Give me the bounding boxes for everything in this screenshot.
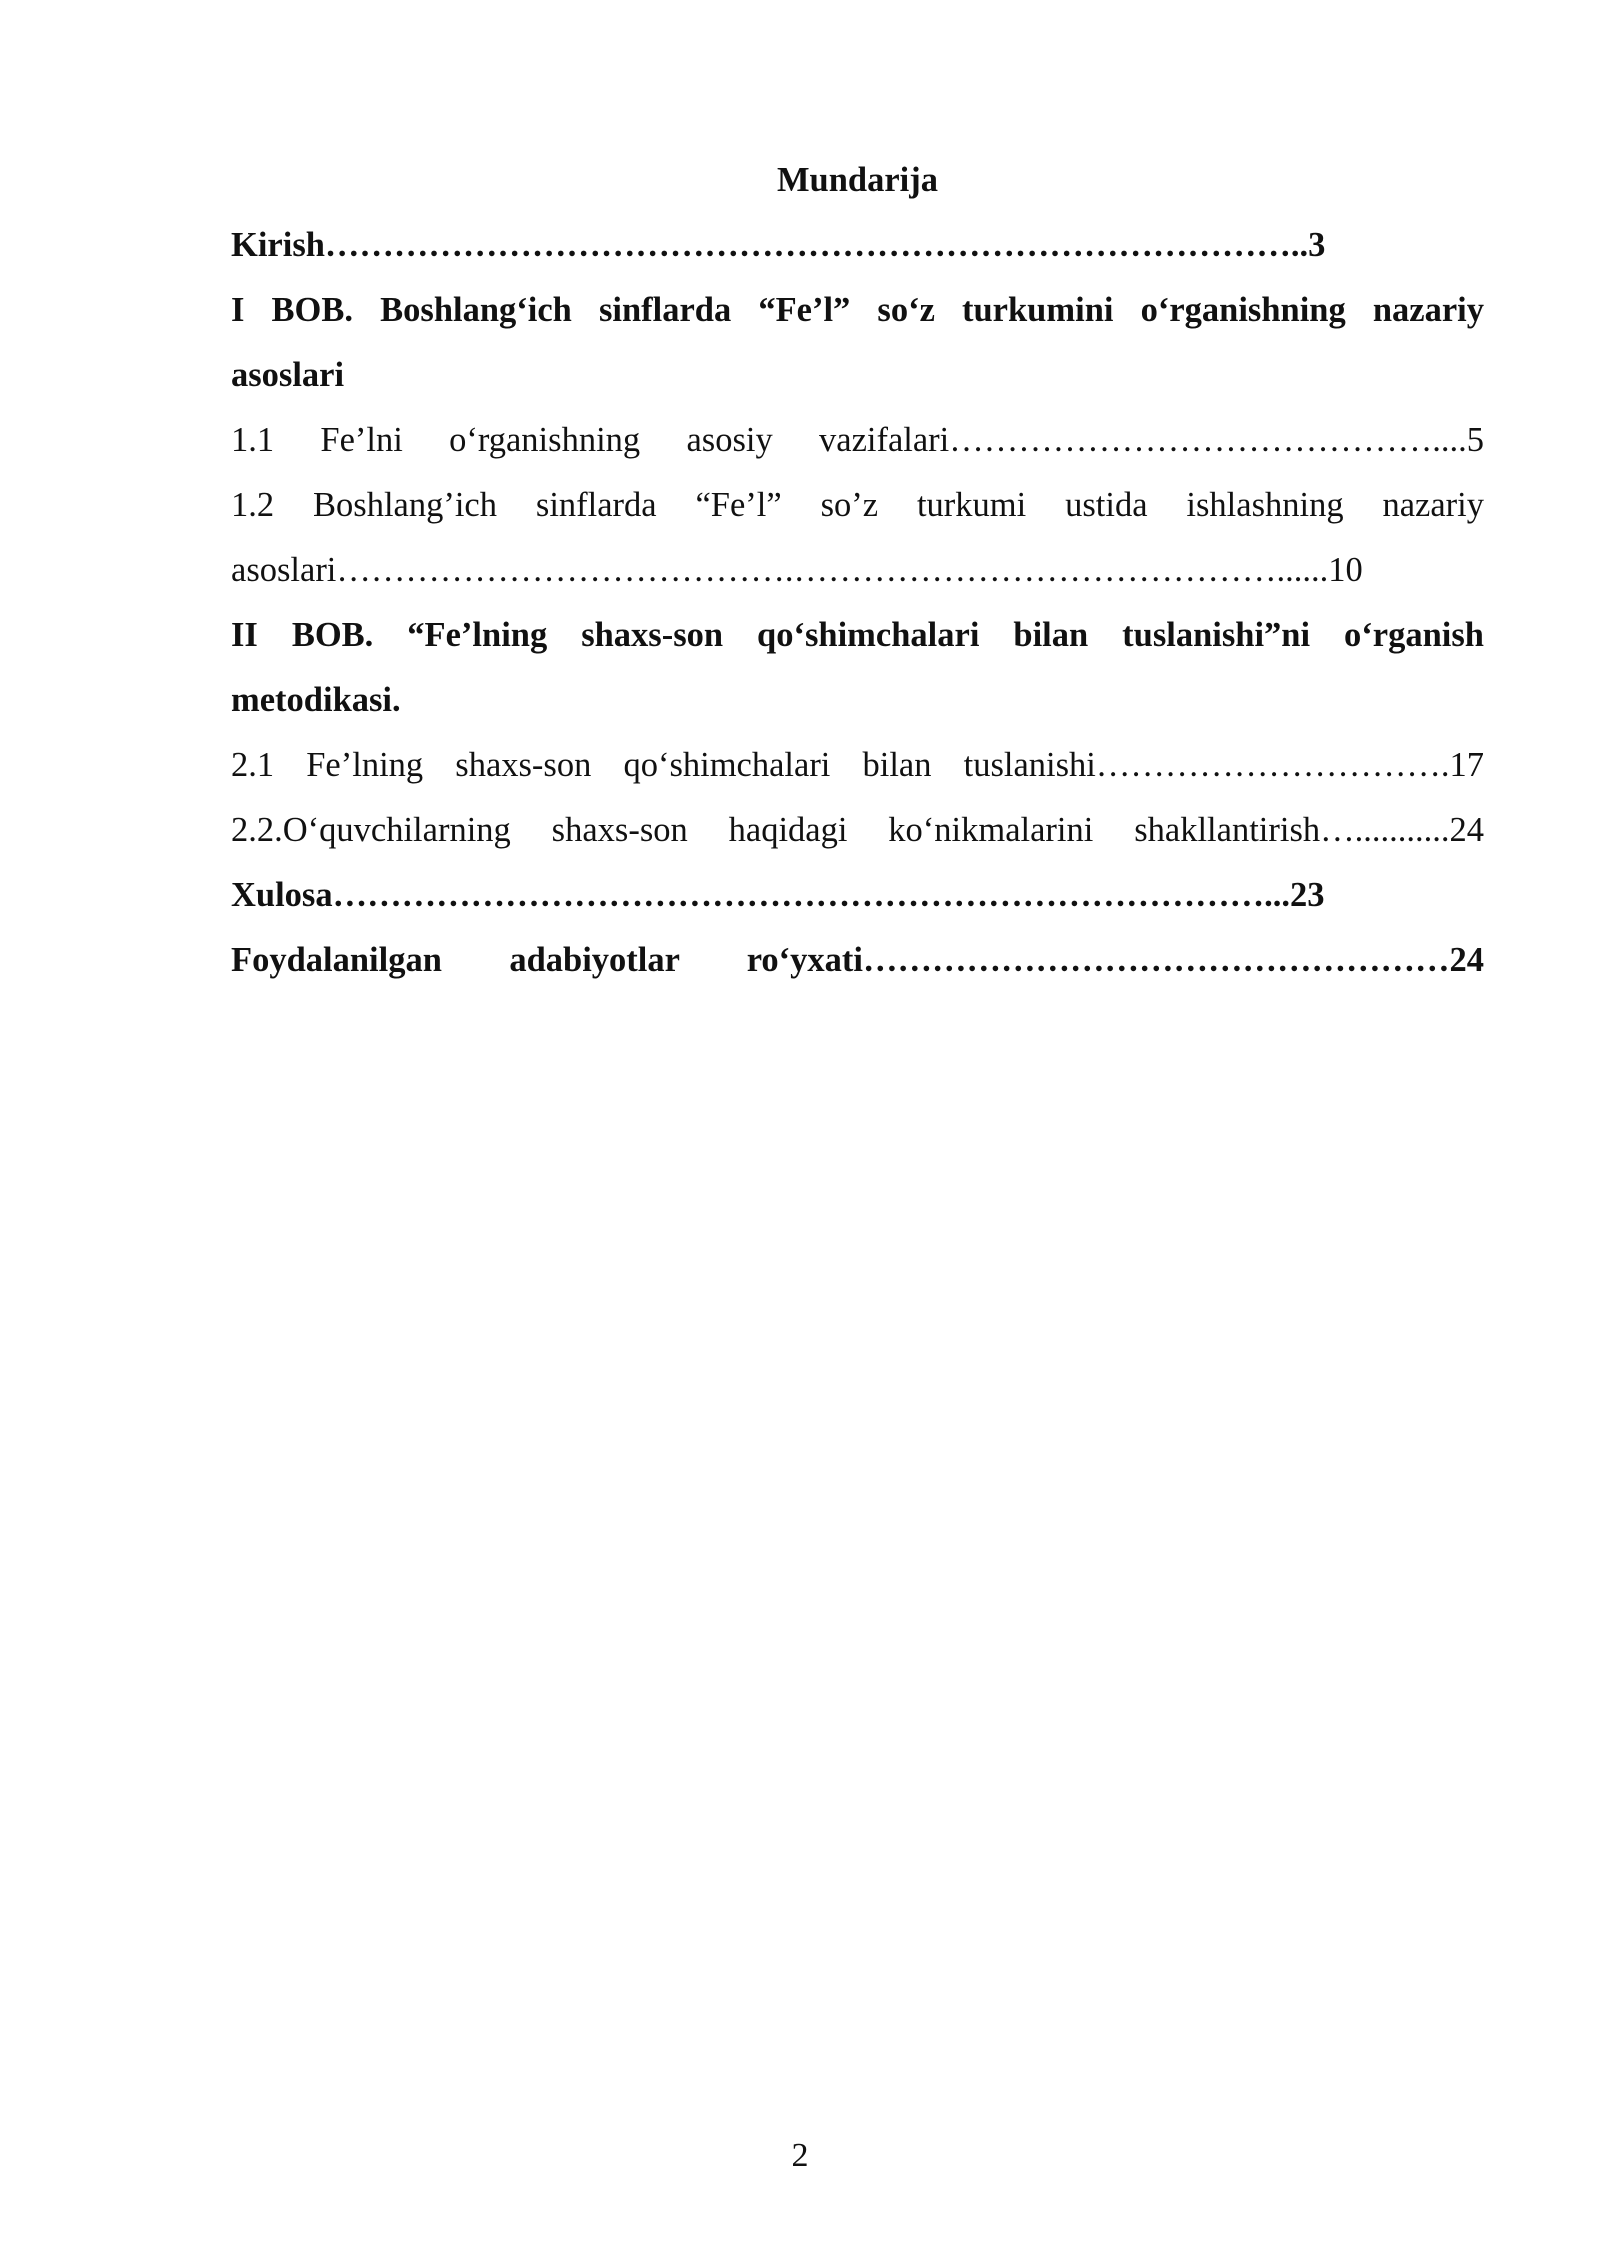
toc-line: 1.1 Fe’lni o‘rganishning asosiy vazifalari……………………………………....5 xyxy=(231,421,1484,459)
toc-line: asoslari………………………………….……………………………………......10 xyxy=(231,551,1363,589)
toc-entries xyxy=(231,213,1484,993)
toc-title: Mundarija xyxy=(776,161,938,199)
toc-line: I BOB. Boshlang‘ich sinflarda “Fe’l” so‘z turkumini o‘rganishning nazariy xyxy=(231,291,1484,329)
toc-line: 2.1 Fe’lning shaxs-son qo‘shimchalari bilan tuslanishi………………………….17 xyxy=(231,746,1484,784)
table-of-contents xyxy=(231,148,1484,993)
toc-line: II BOB. “Fe’lning shaxs-son qo‘shimchalari bilan tuslanishi”ni o‘rganish xyxy=(231,616,1484,654)
toc-line: asoslari xyxy=(231,356,345,394)
toc-line: metodikasi. xyxy=(231,681,401,719)
page-number: 2 xyxy=(791,2137,809,2174)
toc-line: Kirish…………………………………………………………………………..3 xyxy=(231,226,1326,264)
toc-line: Xulosa………………………………………………………………………...23 xyxy=(231,876,1325,914)
toc-line: 1.2 Boshlang’ich sinflarda “Fe’l” so’z turkumi ustida ishlashning nazariy xyxy=(231,486,1484,524)
toc-line: Foydalanilgan adabiyotlar ro‘yxati……………………………………………24 xyxy=(231,941,1484,979)
toc-line: 2.2.O‘quvchilarning shaxs-son haqidagi ko‘nikmalarini shakllantirish…...........24 xyxy=(231,811,1484,849)
